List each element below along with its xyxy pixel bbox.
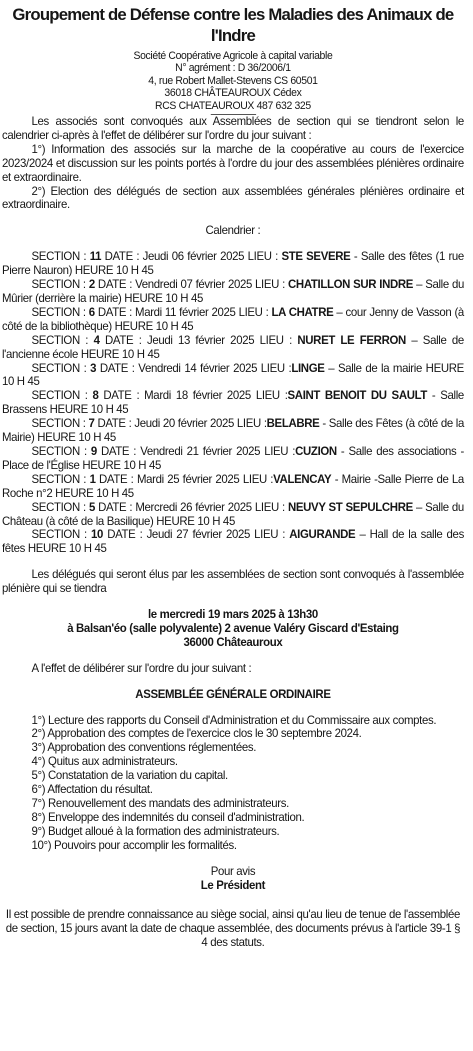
calendar-heading: Calendrier :	[205, 224, 261, 238]
section-entry: SECTION : 9 DATE : Vendredi 21 février 2025 LIEU :CUZION - Salle des associations - Place de l'Église HEURE 10 H 45	[1, 444, 464, 472]
section-entry: SECTION : 8 DATE : Mardi 18 février 2025 LIEU :SAINT BENOIT DU SAULT - Salle Brassens HEURE 10 H 45	[1, 389, 464, 417]
section-entry: SECTION : 5 DATE : Mercredi 26 février 2025 LIEU : NEUVY ST SEPULCHRE – Salle du Château (à côté de la Basilique) HEURE 10 H 45	[1, 500, 464, 528]
section-entry: SECTION : 4 DATE : Jeudi 13 février 2025 LIEU : NURET LE FERRON – Salle de l'ancienne école HEURE 10 H 45	[1, 333, 464, 361]
ago-agenda-item: 4°) Quitus aux administrateurs.	[31, 755, 178, 769]
section-place: BELABRE	[266, 417, 320, 431]
section-place: LA CHATRE	[271, 305, 334, 319]
meeting-date: le mercredi 19 mars 2025 à 13h30	[147, 608, 318, 622]
delegates-paragraph: Les délégués qui seront élus par les assemblées de section sont convoqués à l'assemblée plénière qui se tiendra	[1, 568, 464, 596]
section-agenda-item: 1°) Information des associés sur la marche de la coopérative au cours de l'exercice 2023/2024 et discussion sur les points portés à l'ordre du jour des assemblées plénières ordinaire et extraordinaire.	[1, 142, 464, 184]
ago-agenda-item: 3°) Approbation des conventions réglementées.	[31, 741, 257, 755]
section-place: AIGURANDE	[289, 528, 356, 542]
ago-heading: ASSEMBLÉE GÉNÉRALE ORDINAIRE	[135, 687, 331, 701]
section-entry: SECTION : 2 DATE : Vendredi 07 février 2025 LIEU : CHATILLON SUR INDRE – Salle du Mûrier (derrière la mairie) HEURE 10 H 45	[1, 278, 464, 305]
section-entry: SECTION : 10 DATE : Jeudi 27 février 2025 LIEU : AIGURANDE – Hall de la salle des fêtes HEURE 10 H 45	[1, 528, 464, 556]
section-place: NEUVY ST SEPULCHRE	[287, 500, 413, 514]
ago-agenda-item: 7°) Renouvellement des mandats des administrateurs.	[31, 797, 289, 810]
effect-paragraph: A l'effet de délibérer sur l'ordre du jour suivant :	[31, 661, 252, 675]
section-entry: SECTION : 7 DATE : Jeudi 20 février 2025 LIEU :BELABRE - Salle des Fêtes (à côté de la Mairie) HEURE 10 H 45	[1, 417, 464, 445]
ago-agenda-item: 1°) Lecture des rapports du Conseil d'Administration et du Commissaire aux comptes.	[31, 713, 437, 727]
ago-agenda-item: 5°) Constatation de la variation du capital.	[31, 769, 228, 783]
section-place: LINGE	[291, 361, 325, 375]
signature-prefix: Pour avis	[210, 864, 256, 878]
footer-paragraph: Il est possible de prendre connaissance au siège social, ainsi qu'au lieu de tenue de l'assemblée de section, 15 jours avant la date de chaque assemblée, des documents prévus à l'article 39-1 § 4 des statuts.	[5, 908, 461, 950]
section-number: 9	[90, 444, 97, 458]
ago-agenda-item: 8°) Enveloppe des indemnités du conseil d'administration.	[31, 810, 305, 824]
section-place: NURET LE FERRON	[297, 333, 406, 347]
signature-block	[2, 865, 464, 893]
meeting-venue: à Balsan'éo (salle polyvalente) 2 avenue Valéry Giscard d'Estaing	[67, 621, 399, 635]
section-number: 7	[88, 417, 95, 431]
org-line: 36018 CHÂTEAUROUX Cédex	[164, 87, 302, 100]
plenary-meeting-info	[2, 608, 464, 650]
ago-agenda-item: 2°) Approbation des comptes de l'exercice clos le 30 septembre 2024.	[31, 727, 362, 741]
section-number: 8	[92, 389, 99, 403]
section-entry: SECTION : 3 DATE : Vendredi 14 février 2025 LIEU :LINGE – Salle de la mairie HEURE 10 H 45	[1, 361, 464, 389]
intro-paragraph: Les associés sont convoqués aux Assemblées de section qui se tiendront selon le calendrier ci-après à l'effet de délibérer sur l'ordre du jour suivant :	[1, 115, 464, 142]
section-number: 10	[91, 528, 104, 542]
section-calendar	[2, 250, 464, 556]
org-line: N° agrément : D 36/2006/1	[175, 62, 291, 75]
org-line: 4, rue Robert Mallet-Stevens CS 60501	[148, 74, 318, 87]
notice-title: Groupement de Défense contre les Maladies des Animaux de l'Indre	[12, 5, 454, 45]
section-number: 6	[88, 305, 95, 319]
section-place: CUZION	[295, 444, 337, 458]
signature-title: Le Président	[200, 878, 266, 892]
section-place: SAINT BENOIT DU SAULT	[287, 389, 428, 403]
ago-agenda-item: 6°) Affectation du résultat.	[31, 783, 153, 797]
organization-info	[2, 50, 464, 112]
section-place: CHATILLON SUR INDRE	[288, 278, 414, 292]
meeting-city: 36000 Châteauroux	[183, 635, 283, 649]
section-number: 1	[89, 472, 96, 486]
org-line: RCS CHATEAUROUX 487 632 325	[155, 99, 311, 112]
section-agenda-item: 2°) Election des délégués de section aux assemblées générales plénières ordinaire et extraordinaire.	[1, 184, 464, 212]
org-line: Société Coopérative Agricole à capital variable	[133, 50, 333, 62]
section-number: 11	[89, 250, 102, 264]
ago-agenda-item: 9°) Budget alloué à la formation des administrateurs.	[31, 824, 280, 838]
ago-agenda	[2, 714, 464, 853]
section-place: STE SEVERE	[281, 250, 351, 264]
section-number: 3	[90, 361, 97, 375]
section-number: 5	[88, 500, 95, 514]
ago-agenda-item: 10°) Pouvoirs pour accomplir les formalités.	[31, 838, 237, 852]
section-entry: SECTION : 1 DATE : Mardi 25 février 2025 LIEU :VALENCAY - Mairie -Salle Pierre de La Roche n°2 HEURE 10 H 45	[1, 472, 464, 500]
section-number: 4	[93, 333, 100, 347]
section-number: 2	[88, 278, 95, 292]
section-place: VALENCAY	[273, 472, 332, 486]
section-entry: SECTION : 6 DATE : Mardi 11 février 2025 LIEU : LA CHATRE – cour Jenny de Vasson (à côté de la bibliothèque) HEURE 10 H 45	[1, 305, 464, 333]
section-entry: SECTION : 11 DATE : Jeudi 06 février 2025 LIEU : STE SEVERE - Salle des fêtes (1 rue Pierre Nauron) HEURE 10 H 45	[1, 250, 464, 278]
